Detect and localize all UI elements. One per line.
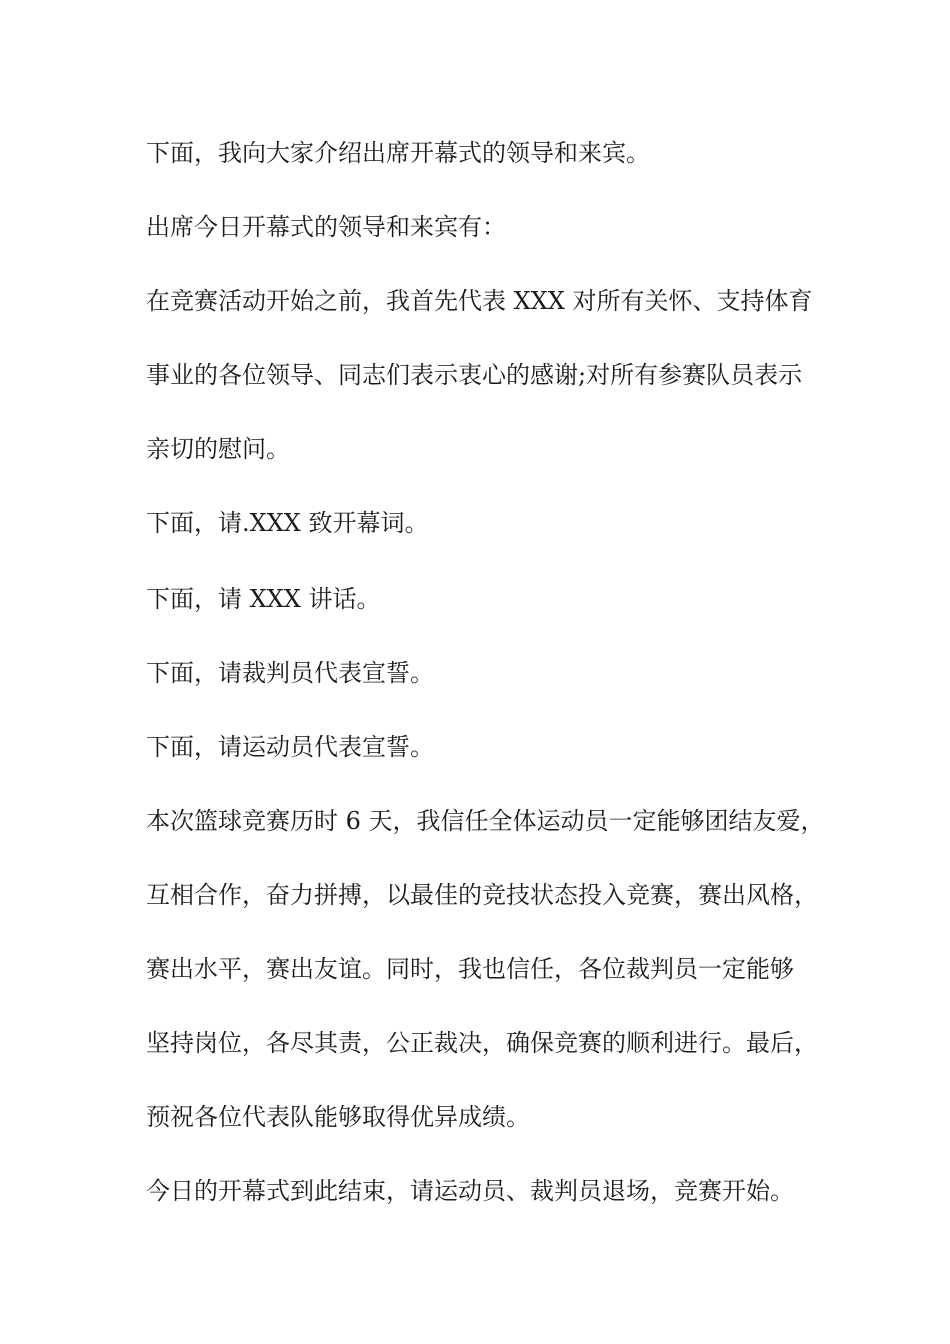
text-line: 亲切的慰问。 xyxy=(146,435,290,463)
text-line: 今日的开幕式到此结束，请运动员、裁判员退场，竞赛开始。 xyxy=(146,1177,794,1205)
text-line: 预祝各位代表队能够取得优异成绩。 xyxy=(146,1103,530,1131)
text-line: 赛出水平，赛出友谊。同时，我也信任，各位裁判员一定能够 xyxy=(146,955,794,983)
text-line: 在竞赛活动开始之前，我首先代表 XXX 对所有关怀、支持体育 xyxy=(146,287,813,315)
text-line: 下面，请.XXX 致开幕词。 xyxy=(146,509,429,537)
text-line: 下面，请 XXX 讲话。 xyxy=(146,585,381,613)
text-line: 本次篮球竞赛历时 6 天，我信任全体运动员一定能够团结友爱， xyxy=(146,807,825,835)
text-line: 下面，请裁判员代表宣誓。 xyxy=(146,659,434,687)
text-line: 下面，我向大家介绍出席开幕式的领导和来宾。 xyxy=(146,139,650,167)
text-line: 出席今日开幕式的领导和来宾有： xyxy=(146,213,506,241)
text-line: 事业的各位领导、同志们表示衷心的感谢;对所有参赛队员表示 xyxy=(146,361,803,389)
text-line: 下面，请运动员代表宣誓。 xyxy=(146,733,434,761)
text-line: 坚持岗位，各尽其责，公正裁决，确保竞赛的顺利进行。最后， xyxy=(146,1029,818,1057)
text-line: 互相合作，奋力拼搏，以最佳的竞技状态投入竞赛，赛出风格， xyxy=(146,881,818,909)
